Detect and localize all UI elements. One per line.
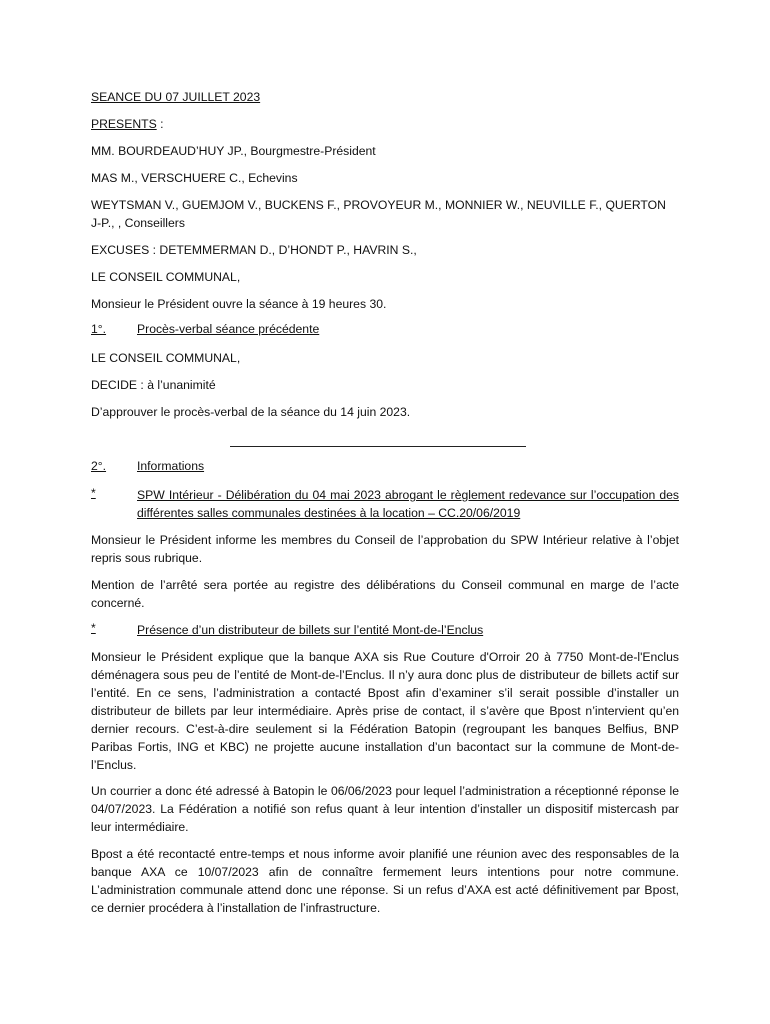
section-1-approve: D’approuver le procès-verbal de la séance du 14 juin 2023. <box>91 405 411 419</box>
item-1-title: SPW Intérieur - Délibération du 04 mai 2023 abrogant le règlement redevance sur l’occupation des différentes salles communales destinées à la location – CC.20/06/2019 <box>137 488 679 520</box>
session-title <box>91 88 679 106</box>
section-1-number: 1°. <box>91 322 107 336</box>
item-1-paragraph-1: Monsieur le Président informe les membres du Conseil de l’approbation du SPW Intérieur relative à l’objet repris sous rubrique. <box>91 533 679 565</box>
attendance-excuses: EXCUSES : DETEMMERMAN D., D’HONDT P., HAVRIN S., <box>91 243 417 257</box>
attendance-echevins: MAS M., VERSCHUERE C., Echevins <box>91 171 298 185</box>
section-1-title: Procès-verbal séance précédente <box>137 322 320 336</box>
separator-line <box>230 446 526 447</box>
section-1-decide: DECIDE : à l’unanimité <box>91 378 216 392</box>
item-1-paragraph-2: Mention de l’arrêté sera portée au registre des délibérations du Conseil communal en marge de l’acte concerné. <box>91 578 679 610</box>
item-2-bullet: * <box>91 621 96 635</box>
item-2-title: Présence d’un distributeur de billets sur l’entité Mont-de-l’Enclus <box>137 623 484 637</box>
opening-council: LE CONSEIL COMMUNAL, <box>91 270 241 284</box>
presents-heading <box>91 115 679 133</box>
section-2-number: 2°. <box>91 459 107 473</box>
presents-label: PRESENTS <box>91 117 157 131</box>
session-title-text: SEANCE DU 07 JUILLET 2023 <box>91 90 261 104</box>
opening-statement: Monsieur le Président ouvre la séance à 19 heures 30. <box>91 297 387 311</box>
item-2-paragraph-3: Bpost a été recontacté entre-temps et nous informe avoir planifié une réunion avec des responsables de la banque AXA ce 10/07/2023 afin de connaître fermement leurs intentions pour notre commune. L’administration communale attend donc une réponse. Si un refus d’AXA est acté définitivement par Bpost, ce dernier procédera à l’installation de l’infrastructure. <box>91 847 679 915</box>
section-1-council: LE CONSEIL COMMUNAL, <box>91 351 241 365</box>
section-2-title: Informations <box>137 459 205 473</box>
item-2-paragraph-2: Un courrier a donc été adressé à Batopin le 06/06/2023 pour lequel l’administration a réceptionné réponse le 04/07/2023. La Fédération a notifié son refus quant à leur intention d’installer un dispositif mistercash par leur intermédiaire. <box>91 784 679 834</box>
item-1-bullet: * <box>91 486 96 500</box>
attendance-conseillers: WEYTSMAN V., GUEMJOM V., BUCKENS F., PROVOYEUR M., MONNIER W., NEUVILLE F., QUERTON J-P., , Conseillers <box>91 198 666 230</box>
attendance-bourgmestre: MM. BOURDEAUD’HUY JP., Bourgmestre-Président <box>91 144 376 158</box>
item-2-paragraph-1: Monsieur le Président explique que la banque AXA sis Rue Couture d'Orroir 20 à 7750 Mont-de-l'Enclus déménagera sous peu de l’entité de Mont-de-l’Enclus. Il n’y aura donc plus de distributeur de billets actif sur l’entité. En ce sens, l’administration a contacté Bpost afin d’examiner s’il serait possible d’installer un distributeur de billets par leur intermédiaire. Après prise de contact, il s’avère que Bpost n’intervient qu’en dernier recours. C’est-à-dire seulement si la Fédération Batopin (regroupant les banques Belfius, BNP Paribas Fortis, ING et KBC) ne projette aucune installation d’un bacontact sur la commune de Mont-de-l’Enclus. <box>91 650 679 772</box>
presents-colon: : <box>156 117 164 131</box>
